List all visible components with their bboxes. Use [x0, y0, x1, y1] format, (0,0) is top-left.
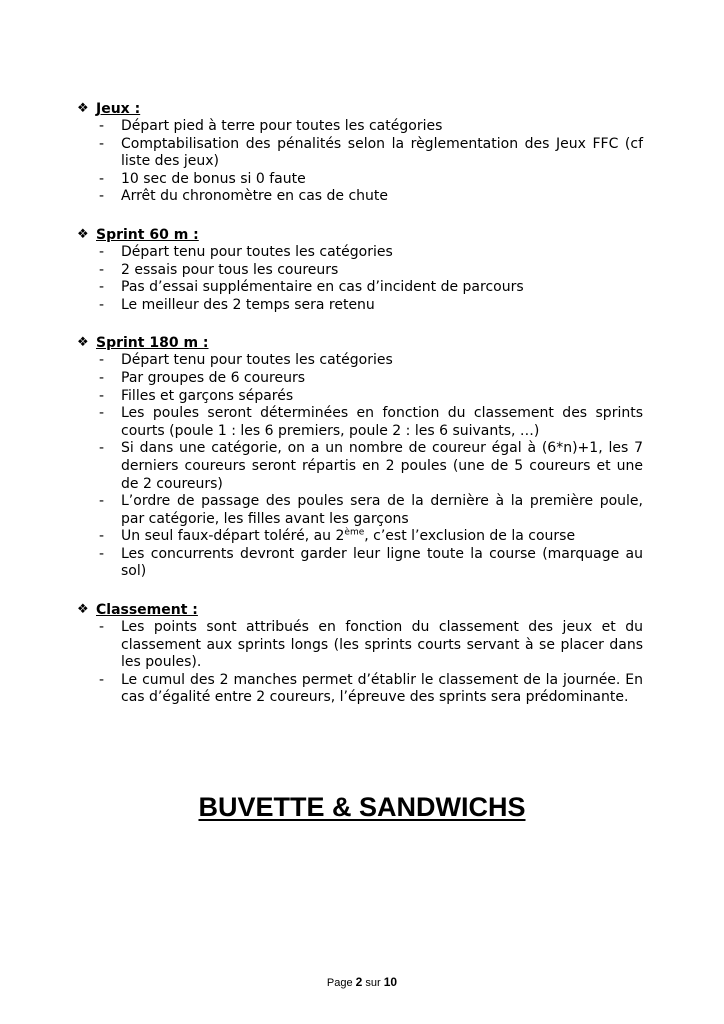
section-classement	[77, 601, 724, 707]
section-sprint-60	[77, 226, 724, 314]
diamond-bullet-icon: ❖	[77, 101, 89, 116]
dash-marker: -	[99, 188, 105, 205]
list-item-text: Pas d’essai supplémentaire en cas d’incident de parcours	[121, 279, 524, 296]
dash-marker: -	[99, 369, 105, 386]
dash-marker: -	[99, 170, 105, 187]
list-item	[77, 546, 643, 581]
list-item	[77, 440, 643, 493]
item-list	[77, 244, 724, 314]
list-item	[77, 493, 643, 528]
section-heading	[77, 100, 724, 118]
dash-marker: -	[99, 493, 105, 510]
list-item-text: Arrêt du chronomètre en cas de chute	[121, 188, 389, 205]
dash-marker: -	[99, 135, 105, 152]
list-item-text: Si dans une catégorie, on a un nombre de coureur égal à (6*n)+1, les 7 derniers coureurs seront répartis en 2 poules (une de 5 coureurs et une de 2 coureurs)	[121, 440, 643, 492]
list-item-text: Les concurrents devront garder leur ligne toute la course (marquage au sol)	[121, 545, 643, 580]
list-item-text: Par groupes de 6 coureurs	[121, 369, 306, 386]
dash-marker: -	[99, 387, 105, 404]
list-item-text: Départ pied à terre pour toutes les catégories	[121, 118, 443, 134]
list-item-text: Comptabilisation des pénalités selon la règlementation des Jeux FFC (cf liste des jeux)	[121, 135, 643, 170]
list-item-text: Les poules seront déterminées en fonction du classement des sprints courts (poule 1 : les 6 premiers, poule 2 : les 6 suivants, …)	[121, 405, 643, 439]
section-jeux	[77, 100, 724, 206]
total-page-count: 10	[383, 975, 398, 989]
list-item-text: Les points sont attribués en fonction du classement des jeux et du classement aux sprints longs (les sprints courts servant à se placer dans les poules).	[121, 619, 643, 671]
list-item	[77, 528, 643, 546]
section-sprint-180	[77, 334, 724, 581]
dash-marker: -	[99, 440, 105, 457]
item-list	[77, 118, 724, 206]
list-item	[77, 188, 643, 206]
diamond-bullet-icon: ❖	[77, 226, 89, 242]
dash-marker: -	[99, 261, 105, 278]
list-item	[77, 352, 643, 370]
list-item-text: Le cumul des 2 manches permet d’établir le classement de la journée. En cas d’égalité entre 2 coureurs, l’épreuve des sprints sera prédominante.	[121, 671, 643, 706]
list-item	[77, 244, 643, 262]
dash-marker: -	[99, 296, 105, 313]
section-heading	[77, 226, 724, 244]
list-item-text: Le meilleur des 2 temps sera retenu	[121, 296, 375, 313]
list-item	[77, 136, 643, 171]
item-list	[77, 619, 724, 707]
section-heading	[77, 601, 724, 619]
list-item-text: Départ tenu pour toutes les catégories	[121, 352, 393, 369]
list-item	[77, 262, 643, 280]
section-title: Sprint 60 m :	[96, 226, 199, 243]
dash-marker: -	[99, 528, 105, 545]
section-title: Jeux :	[96, 101, 141, 117]
buvette-heading-text: BUVETTE & SANDWICHS	[198, 792, 526, 822]
list-item-text: Filles et garçons séparés	[121, 387, 294, 404]
footer-separator: sur	[365, 977, 381, 989]
section-title: Classement :	[96, 602, 198, 619]
list-item	[77, 279, 643, 297]
list-item-text: Un seul faux-départ toléré, au 2	[121, 528, 345, 545]
list-item	[77, 171, 643, 189]
list-item	[77, 388, 643, 406]
section-title: Sprint 180 m :	[96, 335, 209, 352]
dash-marker: -	[99, 405, 105, 422]
list-item	[77, 619, 643, 672]
list-item-text: L’ordre de passage des poules sera de la dernière à la première poule, par catégorie, les filles avant les garçons	[121, 493, 643, 527]
buvette-heading	[0, 790, 724, 824]
page-footer	[0, 974, 724, 991]
item-list	[77, 352, 724, 581]
diamond-bullet-icon: ❖	[77, 602, 89, 618]
list-item-text: , c’est l’exclusion de la course	[364, 528, 576, 545]
dash-marker: -	[99, 671, 105, 688]
dash-marker: -	[99, 243, 105, 260]
list-item	[77, 405, 643, 440]
list-item	[77, 370, 643, 388]
dash-marker: -	[99, 619, 105, 636]
list-item	[77, 672, 643, 707]
current-page-number: 2	[355, 975, 363, 989]
list-item-text: Départ tenu pour toutes les catégories	[121, 243, 393, 260]
diamond-bullet-icon: ❖	[77, 335, 89, 351]
footer-prefix: Page	[326, 977, 353, 989]
document-body	[0, 100, 724, 727]
section-heading	[77, 334, 724, 352]
dash-marker: -	[99, 118, 105, 134]
dash-marker: -	[99, 545, 105, 562]
list-item	[77, 297, 643, 315]
dash-marker: -	[99, 279, 105, 296]
dash-marker: -	[99, 352, 105, 369]
list-item	[77, 118, 643, 136]
list-item-text: 10 sec de bonus si 0 faute	[121, 170, 306, 187]
superscript: ème	[344, 527, 365, 538]
list-item-text: 2 essais pour tous les coureurs	[121, 261, 339, 278]
